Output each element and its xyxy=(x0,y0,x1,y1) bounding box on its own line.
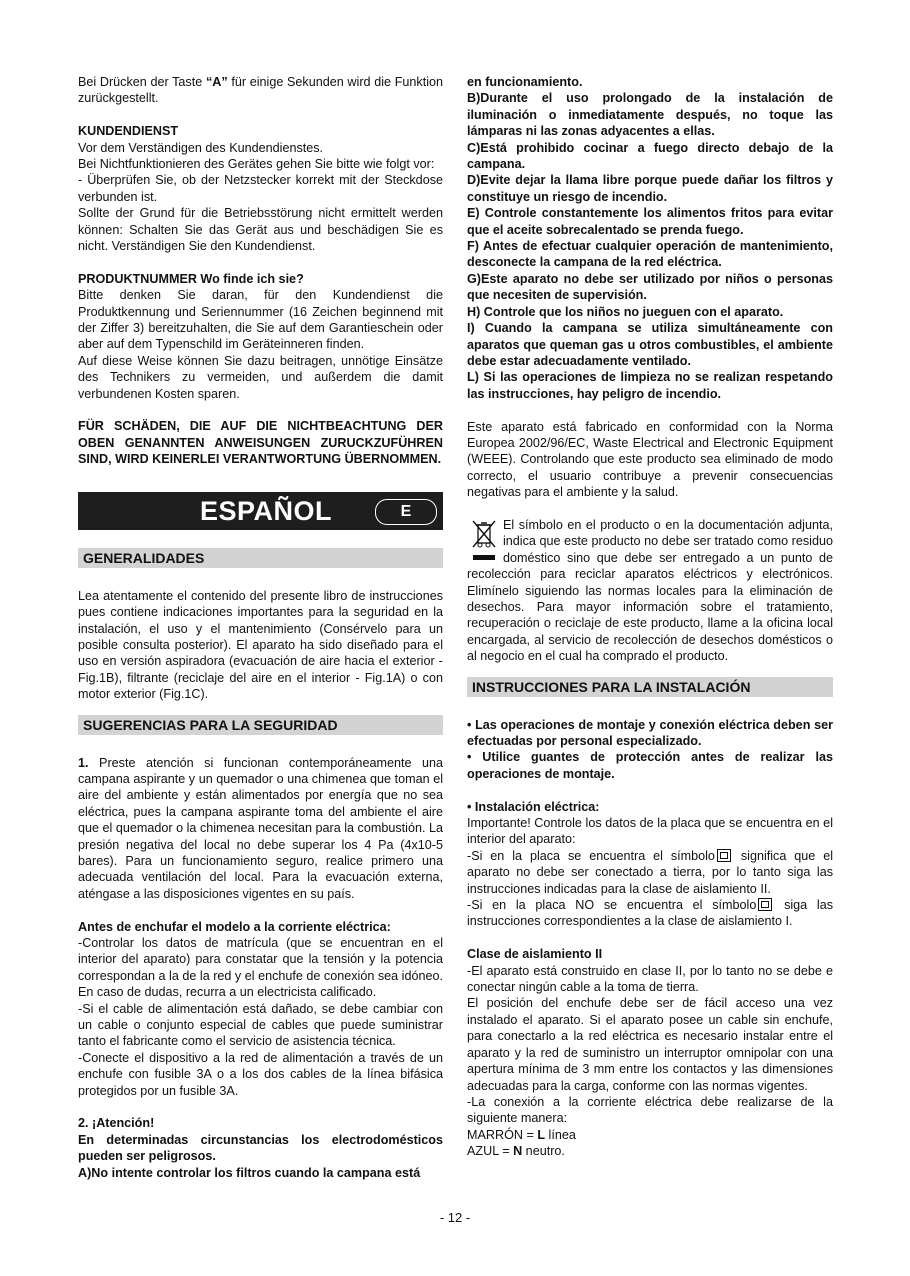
install-bullet-1: • Las operaciones de montaje y conexión eléctrica deben ser efectuadas por personal especializado. xyxy=(467,717,833,748)
enchufar-line: -Si el cable de alimentación está dañado, se debe cambiar con un cable o conjunto especial de cables que puede suministrar tanto el fabricante como el servicio de asistencia técnica. xyxy=(78,1001,443,1049)
electrica-title: • Instalación eléctrica: xyxy=(467,799,600,814)
enchufar-title: Antes de enchufar el modelo a la corriente eléctrica: xyxy=(78,919,391,934)
safety-item-i: I) Cuando la campana se utiliza simultáneamente con aparatos que queman gas u otros combustibles, el ambiente debe estar adecuadamente ventilado. xyxy=(467,321,833,368)
clase-line: -El aparato está construido en clase II, por lo tanto no se debe e conectar ningún cable a la toma de tierra. xyxy=(467,963,833,995)
double-insulation-symbol-icon xyxy=(717,849,731,862)
safety-item-g: G)Este aparato no debe ser utilizado por niños o personas que necesiten de supervisión. xyxy=(467,271,833,303)
kundendienst-line: Bei Nichtfunktionieren des Gerätes gehen Sie bitte wie folgt vor: xyxy=(78,157,435,172)
wire-brown: MARRÓN = L línea xyxy=(467,1127,576,1142)
language-banner xyxy=(78,492,443,530)
weee-text: Este aparato está fabricado en conformidad con la Norma Europea 2002/96/EC, Waste Electrical and Electronic Equipment (WEEE). Controlando que este producto sea eliminado de modo correcto, el usuario contribuye a prevenir consecuencias negativas para el ambiente y la salud. xyxy=(467,419,833,500)
crossed-bin-icon xyxy=(469,517,499,563)
install-bullet-2: • Utilice guantes de protección antes de realizar las operaciones de montaje. xyxy=(467,750,833,781)
double-insulation-symbol-icon xyxy=(758,898,772,911)
kundendienst-title: KUNDENDIENST xyxy=(78,124,179,139)
safety-item-a-end: en funcionamiento. xyxy=(467,75,583,89)
clase-line: El posición del enchufe debe ser de fácil acceso una vez instalado el aparato. Si el aparato posee un cable sin enchufe, para conectarlo a la red eléctrica es necesario instalar entre el aparato y la red de suministro un interruptor omnipolar con una apertura mínima de 3 mm entre los contactos y las dimensiones adecuadas para la carga, conforme con las normas vigentes. xyxy=(467,996,833,1093)
liability-warning: FÜR SCHÄDEN, DIE AUF DIE NICHTBEACHTUNG DER OBEN GENANNTEN ANWEISUNGEN ZURUCKZUFÜHREN SIND, WIRD KEINERLEI VERANTWORTUNG ÜBERNOMMEN. xyxy=(78,419,443,467)
sugerencias-heading: SUGERENCIAS PARA LA SEGURIDAD xyxy=(78,715,443,735)
safety-item-d: D)Evite dejar la llama libre porque puede dañar los filtros y constituye un riesgo de incendio. xyxy=(467,173,833,204)
language-badge: E xyxy=(375,499,437,525)
safety-item-c: C)Está prohibido cocinar a fuego directo debajo de la campana. xyxy=(467,140,833,172)
right-column xyxy=(467,74,833,1160)
enchufar-line: -Conecte el dispositivo a la red de alimentación a través de un enchufe con fusible 3A o a los dos cables de la línea bifásica protegidos por un fusible 3A. xyxy=(78,1050,443,1098)
clase-line: -La conexión a la corriente eléctrica debe realizarse de la siguiente manera: xyxy=(467,1094,833,1126)
generalidades-heading: GENERALIDADES xyxy=(78,548,443,568)
produktnummer-title: PRODUKTNUMMER Wo finde ich sie? xyxy=(78,271,304,286)
clase-title: Clase de aislamiento II xyxy=(467,947,603,962)
page-number: - 12 - xyxy=(439,1210,471,1225)
safety-item-b: B)Durante el uso prolongado de la instalación de iluminación o inmediatamente después, no toque las lámparas ni las zonas adyacentes a ellas. xyxy=(467,91,833,139)
atencion-title: 2. ¡Atención! xyxy=(78,1116,155,1131)
weee-symbol-block xyxy=(467,517,833,665)
kundendienst-line: Sollte der Grund für die Betriebsstörung nicht ermittelt werden können: Schalten Sie das Gerät aus und beschädigen Sie es nicht. Verständigen Sie den Kundendienst. xyxy=(78,206,443,254)
reset-note: Bei Drücken der Taste “A” für einige Sekunden wird die Funktion zurückgestellt. xyxy=(78,75,443,106)
weee-symbol-text: El símbolo en el producto o en la documentación adjunta, indica que este producto no debe ser tratado como residuo doméstico sino que debe ser entregado a un punto de recolección para reciclar aparatos eléctricos y electrónicos. Elimínelo siguiendo las normas locales para la eliminación de desechos. Para mayor información sobre el tratamiento, recuperación o reciclaje de este producto, llame a la oficina local encargada, al servicio de recolección de desechos domésticos o al negocio en el cual ha comprado el producto. xyxy=(467,517,833,664)
safety-item-e: E) Controle constantemente los alimentos fritos para evitar que el aceite sobrecalentado se prenda fuego. xyxy=(467,206,833,237)
safety-item-l: L) Si las operaciones de limpieza no se realizan respetando las instrucciones, hay peligro de incendio. xyxy=(467,370,833,401)
generalidades-text: Lea atentamente el contenido del presente libro de instrucciones pues contiene indicaciones importantes para la seguridad en la instalación, el uso y el mantenimiento (Consérvelo para un posible consulta posterior). El aparato ha sido diseñado para el uso en versión aspiradora (evacuación de aire hacia el exterior - Fig.1B), filtrante (reciclaje del aire en el interior - Fig.1A) o con motor exterior (Fig.1C). xyxy=(78,588,443,702)
no-placa: -Si en la placa NO se encuentra el símbolo siga las instrucciones correspondientes a la clase de aislamiento I. xyxy=(467,898,834,929)
si-placa: -Si en la placa se encuentra el símbolo significa que el aparato no debe ser conectado a tierra, por lo tanto siga las instrucciones indicadas para la clase de aislamiento II. xyxy=(467,848,833,896)
language-title: ESPAÑOL xyxy=(200,495,333,526)
electrica-intro: Importante! Controle los datos de la placa que se encuentra en el interior del aparato: xyxy=(467,816,833,847)
safety-item-h: H) Controle que los niños no jueguen con el aparato. xyxy=(467,304,784,319)
kundendienst-line: Vor dem Verständigen des Kundendienstes. xyxy=(78,140,324,155)
safety-item-a: A)No intente controlar los filtros cuando la campana está xyxy=(78,1165,421,1180)
kundendienst-line: - Überprüfen Sie, ob der Netzstecker korrekt mit der Steckdose verbunden ist. xyxy=(78,173,443,204)
left-column xyxy=(78,74,443,1181)
produktnummer-line: Bitte denken Sie daran, für den Kundendienst die Produktkennung und Seriennummer (16 Zeichen beginnend mit der Ziffer 3) bereitzuhalten, die Sie auf dem Garantieschein oder aber auf dem Typenschild im Geräteinneren finden. xyxy=(78,288,443,352)
wire-blue: AZUL = N neutro. xyxy=(467,1144,565,1159)
instrucciones-heading: INSTRUCCIONES PARA LA INSTALACIÓN xyxy=(467,677,833,697)
atencion-subtitle: En determinadas circunstancias los electrodomésticos pueden ser peligrosos. xyxy=(78,1132,443,1164)
enchufar-line: -Controlar los datos de matrícula (que se encuentran en el interior del aparato) para constatar que la tensión y la potencia correspondan a la de la red y el enchufe de conexión sea idóneo. En caso de dudas, recurra a un electricista calificado. xyxy=(78,936,443,1000)
safety-item-1: 1. Preste atención si funcionan contemporáneamente una campana aspirante y un quemador o una chimenea que toman el aire del ambiente y están alimentados por energía que no sea eléctrica, pues la campana aspirante toma del ambiente el aire que el quemador o la chimenea necesitan para la combustión. La presión negativa del local no debe superar los 4 Pa (4x10-5 bares). Para un funcionamiento seguro, realice primero una adecuada ventilación del local. Para la evacuación externa, aténgase a las disposiciones vigentes en su país. xyxy=(78,755,443,901)
produktnummer-line: Auf diese Weise können Sie dazu beitragen, unnötige Einsätze des Technikers zu vermeiden, und außerdem die damit verbundenen Kosten sparen. xyxy=(78,353,443,401)
safety-item-f: F) Antes de efectuar cualquier operación de mantenimiento, desconecte la campana de la red eléctrica. xyxy=(467,239,833,270)
